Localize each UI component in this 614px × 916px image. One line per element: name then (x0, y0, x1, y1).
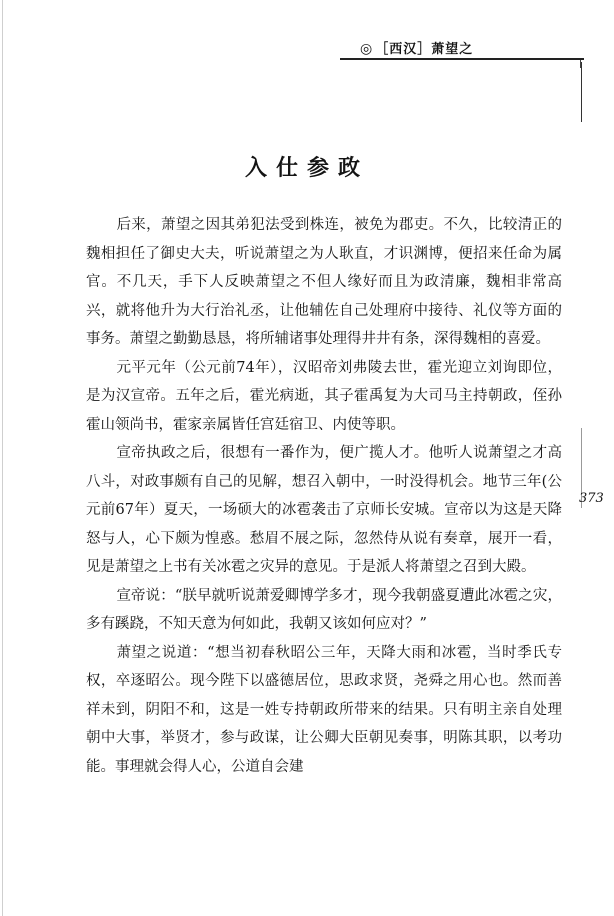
body-text (86, 211, 562, 781)
page-number: 373 (579, 491, 604, 506)
header-text: ［西汉］萧望之 (375, 42, 474, 57)
paragraph-2: 元平元年（公元前74年），汉昭帝刘弗陵去世，霍光迎立刘询即位，是为汉宣帝。五年之后，霍光病逝，其子霍禹复为大司马主持朝政，侄孙霍山领尚书，霍家亲属皆任宫廷宿卫、内使等职。 (86, 359, 562, 433)
paragraph-4: 宣帝说：“朕早就听说萧爱卿博学多才，现今我朝盛夏遭此冰雹之灾，多有蹊跷，不知天意为何如此，我朝又该如何应对？” (86, 587, 562, 632)
paragraph-5: 萧望之说道：“想当初春秋昭公三年，天降大雨和冰雹，当时季氏专权，卒逐昭公。现今陛下以盛德居位，思政求贤，尧舜之用心也。然而善祥未到，阴阳不和，这是一姓专持朝政所带来的结果。只有明主亲自处理朝中大事，举贤才，参与政谋，让公卿大臣朝见奏事，明陈其职，以考功能。事理就会得人心，公道自会建 (86, 644, 562, 775)
page-edge (2, 0, 3, 916)
header-circle-icon: ◎ (360, 41, 374, 57)
margin-rule-top (581, 62, 582, 122)
running-header (360, 38, 473, 57)
paragraph-1: 后来，萧望之因其弟犯法受到株连，被免为郡吏。不久，比较清正的魏相担任了御史大夫，听说萧望之为人耿直，才识渊博，便招来任命为属官。不几天，手下人反映萧望之不但人缘好而且为政清廉，魏相非常高兴，就将他升为大行治礼丞，让他辅佐自己处理府中接待、礼仪等方面的事务。萧望之勤勤恳恳，将所辅诸事处理得井井有条，深得魏相的喜爱。 (86, 217, 562, 347)
header-rule (340, 58, 584, 60)
chapter-title: 入仕参政 (244, 155, 369, 181)
paragraph-3: 宣帝执政之后，很想有一番作为，便广揽人才。他听人说萧望之才高八斗，对政事颇有自己的见解，想召入朝中，一时没得机会。地节三年(公元前67年）夏天，一场硕大的冰雹袭击了京师长安城。宣帝以为这是天降怒与人，心下颇为惶惑。愁眉不展之际，忽然侍从说有奏章，展开一看，见是萧望之上书有关冰雹之灾异的意见。于是派人将萧望之召到大殿。 (86, 445, 562, 575)
